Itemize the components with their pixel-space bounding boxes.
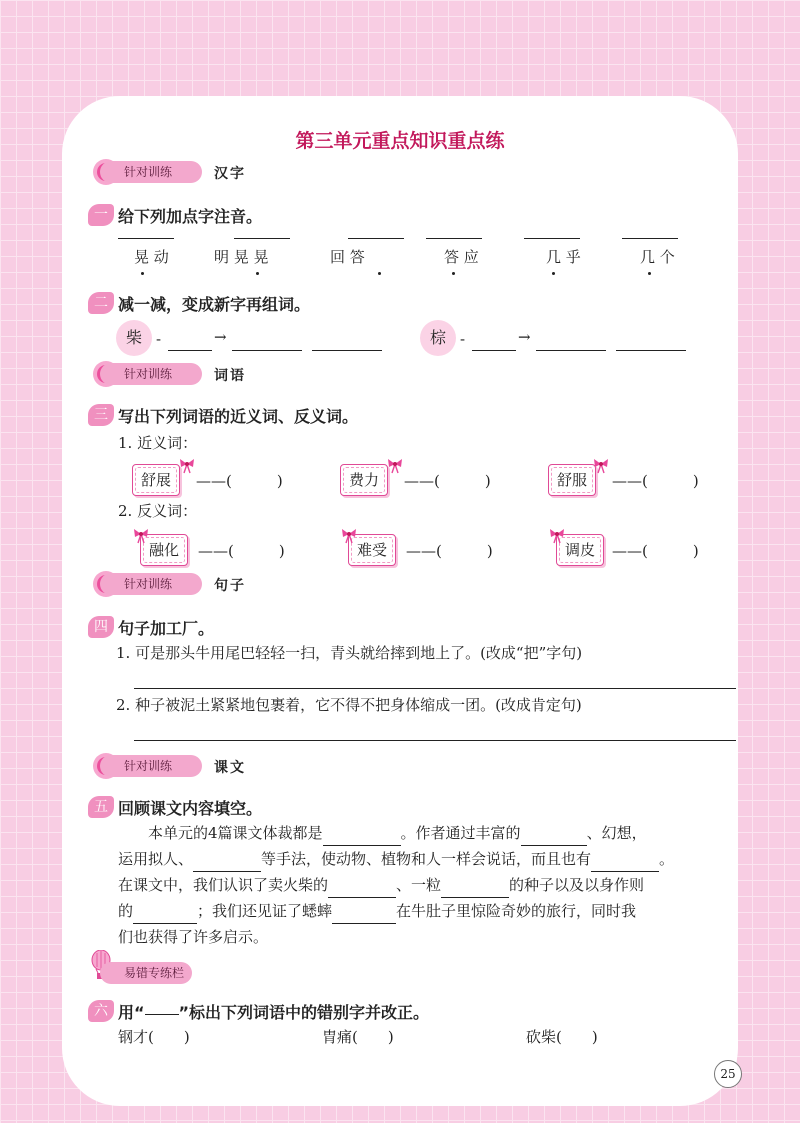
ribbon-bow-icon bbox=[592, 456, 610, 474]
minus-sign: - bbox=[460, 330, 466, 348]
question-number: 四 bbox=[88, 616, 114, 638]
question-number: 五 bbox=[88, 796, 114, 818]
ribbon-bow-icon bbox=[548, 526, 566, 544]
answer-blank[interactable] bbox=[323, 827, 401, 846]
banner-label: 针对训练 bbox=[100, 755, 202, 777]
question-number: 三 bbox=[88, 404, 114, 426]
arrow: → bbox=[518, 328, 531, 346]
banner-label: 针对训练 bbox=[100, 363, 202, 385]
answer-line[interactable] bbox=[134, 740, 736, 741]
answer-paren[interactable]: ——( ) bbox=[406, 542, 493, 560]
answer-blank[interactable] bbox=[312, 350, 382, 351]
minus-sign: - bbox=[156, 330, 162, 348]
answer-blank[interactable] bbox=[133, 905, 197, 924]
banner-label: 针对训练 bbox=[100, 573, 202, 595]
word-item: 几 个 bbox=[640, 248, 675, 266]
question-text: 给下列加点字注音。 bbox=[118, 207, 263, 226]
banner-label: 针对训练 bbox=[100, 161, 202, 183]
answer-blank[interactable] bbox=[521, 827, 587, 846]
answer-blank[interactable] bbox=[441, 879, 509, 898]
answer-blank[interactable] bbox=[328, 879, 396, 898]
antonym-label: 2. 反义词： bbox=[118, 502, 198, 520]
page-number: 25 bbox=[714, 1060, 742, 1088]
word-item: 回 答 bbox=[330, 248, 365, 266]
question-text: 写出下列词语的近义词、反义词。 bbox=[118, 407, 359, 426]
arrow: → bbox=[214, 328, 227, 346]
word-item: 晃 动 bbox=[134, 248, 169, 266]
character-bubble: 棕 bbox=[420, 320, 456, 356]
section-topic: 课文 bbox=[214, 760, 246, 776]
answer-paren[interactable]: ——( ) bbox=[198, 542, 285, 560]
question-text: 减一减，变成新字再组词。 bbox=[118, 295, 311, 314]
sentence-item: 2. 种子被泥土紧紧地包裹着，它不得不把身体缩成一团。(改成肯定句) bbox=[116, 696, 582, 714]
answer-blank[interactable] bbox=[193, 853, 261, 872]
emphasis-dot bbox=[552, 272, 555, 275]
answer-paren[interactable]: ——( ) bbox=[196, 472, 283, 490]
character-bubble: 柴 bbox=[116, 320, 152, 356]
answer-blank[interactable] bbox=[524, 238, 580, 239]
answer-blank[interactable] bbox=[472, 350, 516, 351]
answer-blank[interactable] bbox=[168, 350, 212, 351]
sentence-item: 1. 可是那头牛用尾巴轻轻一扫，青头就给摔到地上了。(改成“把”字句) bbox=[116, 644, 583, 662]
answer-blank[interactable] bbox=[332, 905, 396, 924]
question-number: 一 bbox=[88, 204, 114, 226]
page-title: 第三单元重点知识重点练 bbox=[295, 130, 505, 152]
answer-blank[interactable] bbox=[232, 350, 302, 351]
answer-line[interactable] bbox=[134, 688, 736, 689]
word-item: 明 晃 晃 bbox=[214, 248, 269, 266]
ribbon-bow-icon bbox=[132, 526, 150, 544]
answer-blank[interactable] bbox=[348, 238, 404, 239]
word-tag: 舒服 bbox=[548, 464, 596, 496]
correction-item[interactable]: 胄痛( ) bbox=[322, 1028, 394, 1046]
word-tag: 调皮 bbox=[556, 534, 604, 566]
answer-blank[interactable] bbox=[536, 350, 606, 351]
fill-in-paragraph: 本单元的4篇课文体裁都是 。作者通过丰富的 、幻想， 运用拟人、 等手法，使动物、植物和人一样会说话，而且也有 。 在课文中，我们认识了卖火柴的 、一粒 的种子以及以身作则 的 ；我们还见证了蟋蟀 在牛肚子里惊险奇妙的旅行，同时我 们也获得了许多启示。 bbox=[118, 824, 675, 946]
answer-blank[interactable] bbox=[616, 350, 686, 351]
underline-sample bbox=[145, 1000, 179, 1015]
answer-blank[interactable] bbox=[622, 238, 678, 239]
answer-blank[interactable] bbox=[426, 238, 482, 239]
correction-item[interactable]: 钢才( ) bbox=[118, 1028, 190, 1046]
section-topic: 词语 bbox=[214, 368, 246, 384]
ribbon-bow-icon bbox=[178, 456, 196, 474]
correction-item[interactable]: 砍柴( ) bbox=[526, 1028, 598, 1046]
answer-paren[interactable]: ——( ) bbox=[612, 542, 699, 560]
answer-blank[interactable] bbox=[234, 238, 290, 239]
word-tag: 费力 bbox=[340, 464, 388, 496]
emphasis-dot bbox=[648, 272, 651, 275]
ribbon-bow-icon bbox=[386, 456, 404, 474]
word-item: 几 乎 bbox=[546, 248, 581, 266]
banner-label: 易错专练栏 bbox=[100, 962, 192, 984]
question-number: 二 bbox=[88, 292, 114, 314]
answer-blank[interactable] bbox=[591, 853, 659, 872]
word-tag: 融化 bbox=[140, 534, 188, 566]
answer-paren[interactable]: ——( ) bbox=[612, 472, 699, 490]
emphasis-dot bbox=[378, 272, 381, 275]
question-text: 句子加工厂。 bbox=[118, 619, 215, 638]
emphasis-dot bbox=[256, 272, 259, 275]
word-item: 答 应 bbox=[444, 248, 479, 266]
section-topic: 汉字 bbox=[214, 166, 246, 182]
answer-paren[interactable]: ——( ) bbox=[404, 472, 491, 490]
question-text: 用“ ”标出下列词语中的错别字并改正。 bbox=[118, 1000, 429, 1023]
word-tag: 舒展 bbox=[132, 464, 180, 496]
synonym-label: 1. 近义词： bbox=[118, 434, 198, 452]
section-topic: 句子 bbox=[214, 578, 246, 594]
question-number: 六 bbox=[88, 1000, 114, 1022]
word-tag: 难受 bbox=[348, 534, 396, 566]
question-text: 回顾课文内容填空。 bbox=[118, 799, 263, 818]
answer-blank[interactable] bbox=[118, 238, 174, 239]
emphasis-dot bbox=[141, 272, 144, 275]
ribbon-bow-icon bbox=[340, 526, 358, 544]
emphasis-dot bbox=[452, 272, 455, 275]
